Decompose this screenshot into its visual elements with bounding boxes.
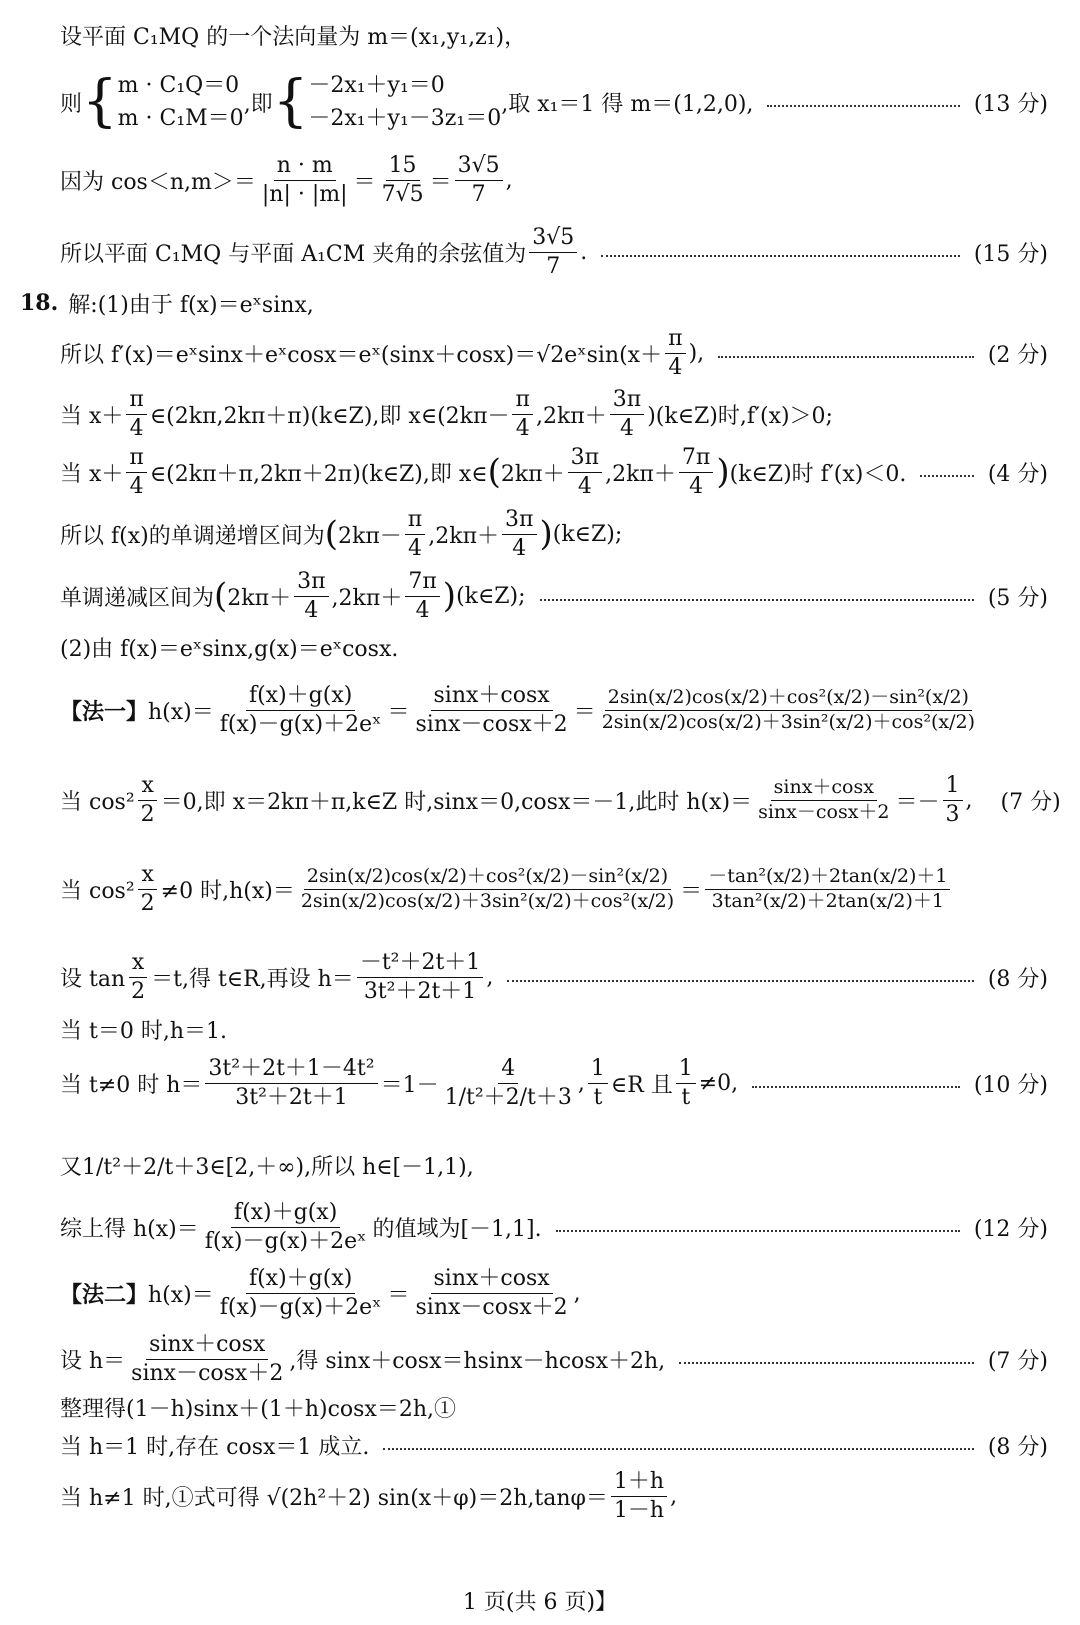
- text: ,: [965, 787, 973, 813]
- text: 因为 cos＜n,m＞＝: [60, 169, 256, 195]
- text: 综上得 h(x)＝: [60, 1216, 199, 1242]
- score-marker: (7 分): [987, 1348, 1048, 1374]
- score-marker: (12 分): [973, 1216, 1048, 1242]
- solution-line: [60, 384, 1048, 444]
- text: (2)由 f(x)＝eˣsinx,g(x)＝eˣcosx.: [60, 636, 399, 662]
- text: .: [580, 239, 588, 265]
- solution-line: [60, 1468, 1048, 1524]
- fraction-denominator: 4: [512, 535, 527, 561]
- fraction: [502, 507, 536, 561]
- text: 2kπ＋: [500, 461, 565, 487]
- fraction: [357, 950, 484, 1004]
- fraction: [413, 683, 571, 737]
- text: ,即: [243, 91, 273, 117]
- text: 当 cos²: [60, 789, 135, 815]
- text: 当 t＝0 时,h＝1.: [60, 1018, 227, 1044]
- fraction: [588, 1056, 608, 1110]
- fraction-numerator: n · m: [274, 153, 336, 180]
- solution-line: 【法二】 h(x)＝ $\frac{f(x)+g(x)}{\text{f(x)－g(x)＋2eˣ}}$ ＝ $\frac{\sin x+\cos x}{\sin x-\cos x+2}$ ,: [60, 1266, 581, 1320]
- text: ,2kπ＋: [331, 585, 403, 611]
- text: 所以 f′(x)＝eˣsinx＋eˣcosx＝eˣ(sinx＋cosx)＝√2eˣsin(x＋: [60, 342, 663, 368]
- text: 当 t≠0 时 h＝: [60, 1072, 203, 1098]
- fraction-numerator: π: [665, 326, 685, 353]
- method-label: 【法一】: [60, 698, 149, 725]
- fraction: [126, 387, 146, 441]
- left-brace-icon: {: [82, 69, 118, 134]
- fraction-denominator: 4: [577, 473, 592, 499]
- fraction-denominator: sinx－cosx＋2: [131, 1360, 284, 1386]
- fraction-denominator: 4: [619, 415, 634, 441]
- fraction: [665, 326, 685, 380]
- fraction-numerator: －t²＋2t＋1: [357, 950, 484, 977]
- solution-line: 【法一】 h(x)＝ $\frac{f(x)+g(x)}{\text{f(x)－g(x)＋2eˣ}}$ ＝ $\frac{\sin x+\cos x}{\sin x-\cos x+2}$ ＝ $\frac{\text{2sin(x/2)cos(x/2)＋cos²(x/2)－sin²(x/2)}}{\text{2sin(x/2)cos(x/2)＋3sin²(x/2)＋cos²(x/2)}}$: [60, 672, 1048, 748]
- score-marker: (2 分): [987, 342, 1048, 368]
- right-paren-icon: ): [539, 514, 553, 554]
- fraction-denominator: 2: [140, 890, 155, 916]
- solution-line: [60, 1046, 1048, 1120]
- text: ),: [688, 340, 705, 366]
- fraction-numerator: 3π: [502, 507, 536, 534]
- text: ,: [573, 1280, 581, 1306]
- solution-line: [60, 220, 1048, 284]
- fraction-numerator: x: [129, 950, 147, 977]
- fraction-numerator: 3√5: [529, 225, 577, 252]
- fraction-numerator: 4: [498, 1056, 518, 1083]
- fraction-numerator: sinx＋cosx: [146, 1332, 268, 1359]
- fraction-numerator: sinx＋cosx: [431, 683, 553, 710]
- text: ,2kπ＋: [605, 461, 676, 487]
- fraction-numerator: 1: [676, 1056, 696, 1083]
- fraction-denominator: 4: [515, 415, 530, 441]
- solution-line: [60, 948, 1048, 1006]
- fraction-denominator: t: [593, 1084, 603, 1110]
- page-footer: 1 页(共 6 页)】: [462, 1590, 618, 1615]
- dot-leader: [718, 356, 974, 358]
- solution-line: [60, 566, 1048, 626]
- solution-line: [60, 1390, 1048, 1424]
- fraction: [455, 153, 503, 207]
- text: 所以 f(x)的单调递增区间为: [60, 523, 325, 549]
- fraction-numerator: π: [126, 445, 146, 472]
- fraction-denominator: 3: [945, 801, 960, 827]
- score-marker: (7 分): [1000, 789, 1061, 815]
- left-paren-icon: (: [214, 576, 228, 616]
- fraction-numerator: －tan²(x/2)＋2tan(x/2)＋1: [705, 866, 950, 890]
- score-marker: (8 分): [987, 966, 1048, 992]
- equation: －2x₁＋y₁－3z₁＝0: [308, 106, 502, 131]
- equation-system: [308, 69, 501, 135]
- fraction-numerator: 3√5: [455, 153, 503, 180]
- fraction-numerator: 1: [943, 773, 963, 800]
- fraction-denominator: sinx－cosx＋2: [415, 711, 568, 737]
- fraction: [599, 687, 978, 734]
- solution-line: [60, 18, 1048, 52]
- fraction: [126, 445, 146, 499]
- fraction: [379, 153, 427, 207]
- left-paren-icon: (: [324, 514, 338, 554]
- fraction-denominator: 4: [415, 597, 430, 623]
- solution-line: [60, 1140, 1048, 1190]
- fraction-denominator: 2: [131, 978, 146, 1004]
- fraction: [610, 387, 644, 441]
- fraction: [405, 569, 439, 623]
- text: 又: [60, 1154, 83, 1180]
- fraction-numerator: 3π: [568, 445, 602, 472]
- fraction-numerator: f(x)＋g(x): [246, 683, 355, 710]
- score-marker: (4 分): [987, 461, 1048, 487]
- question-header: [20, 286, 1048, 320]
- text: 设 tan: [60, 966, 126, 992]
- fraction: [413, 1266, 571, 1320]
- text: 当 cos²: [60, 878, 135, 904]
- text: 2kπ－: [337, 523, 402, 549]
- solution-line: [60, 1196, 1048, 1258]
- fraction: [217, 683, 385, 737]
- fraction: [755, 777, 892, 824]
- fraction-numerator: x: [138, 773, 156, 800]
- fraction-denominator: 4: [408, 535, 423, 561]
- equation: m · C₁M＝0: [117, 106, 244, 131]
- dot-leader: [752, 1086, 960, 1088]
- solution-line: [60, 1330, 1048, 1388]
- fraction-denominator: 7: [546, 253, 561, 279]
- text: 所以平面 C₁MQ 与平面 A₁CM 夹角的余弦值为: [60, 241, 527, 267]
- fraction: [512, 387, 532, 441]
- text: h(x)＝: [148, 699, 214, 725]
- text: 设平面 C₁MQ 的一个法向量为 m＝(x₁,y₁,z₁)，: [60, 24, 527, 50]
- fraction: [705, 866, 950, 913]
- fraction: [138, 862, 158, 916]
- solution-line: [60, 324, 1048, 382]
- text: 2kπ＋: [227, 585, 292, 611]
- score-marker: (5 分): [987, 585, 1048, 611]
- left-brace-icon: {: [272, 69, 309, 134]
- fraction-numerator: 3π: [610, 387, 644, 414]
- fraction-denominator: 7√5: [381, 181, 424, 207]
- solution-line: [60, 770, 1061, 830]
- text: ,: [486, 964, 494, 990]
- score-marker: (13 分): [973, 91, 1048, 117]
- fraction-denominator: 2sin(x/2)cos(x/2)＋3sin²(x/2)＋cos²(x/2): [601, 710, 976, 733]
- solution-line: [60, 1012, 1048, 1046]
- fraction-numerator: π: [512, 387, 532, 414]
- text: ＝0,即 x＝2kπ＋π,k∈Z 时,sinx＝0,cosx＝－1,此时 h(x)＝: [160, 789, 753, 815]
- fraction-denominator: 1/t²＋2/t＋3: [444, 1084, 572, 1110]
- fraction-denominator: 4: [304, 597, 319, 623]
- fraction-denominator: 4: [668, 354, 683, 380]
- fraction: [405, 507, 425, 561]
- dot-leader: [540, 599, 974, 601]
- fraction: [259, 153, 351, 207]
- fraction-denominator: 1－h: [613, 1497, 665, 1523]
- fraction: [138, 773, 158, 827]
- fraction-denominator: 3t²＋2t＋1: [363, 978, 477, 1004]
- score-marker: (10 分): [973, 1072, 1048, 1098]
- right-paren-icon: ): [716, 452, 730, 492]
- fraction-denominator: f(x)－g(x)＋2eˣ: [219, 1294, 382, 1320]
- fraction-numerator: 7π: [679, 445, 713, 472]
- fraction-numerator: f(x)＋g(x): [231, 1200, 340, 1227]
- dot-leader: [767, 105, 959, 107]
- solution-line: 因为 cos＜n,m＞＝ $\frac{n \cdot m}{|n| \cdot |m|}$ ＝ $\frac{15}{7√5}$ ＝ $\frac{3√5}{7}$ ,: [60, 153, 513, 207]
- fraction-numerator: x: [138, 862, 156, 889]
- fraction-numerator: f(x)＋g(x): [246, 1266, 355, 1293]
- text: ,取 x₁＝1 得 m＝(1,2,0),: [501, 91, 754, 117]
- text: ,2kπ＋: [428, 523, 500, 549]
- dot-leader: [679, 1362, 974, 1364]
- fraction: [943, 773, 963, 827]
- solution-line: [60, 504, 1048, 564]
- text: )(k∈Z)时,f′(x)＞0;: [647, 403, 833, 429]
- text: 解:(1)由于 f(x)＝eˣsinx,: [68, 292, 314, 318]
- equation-system: [118, 69, 244, 135]
- left-paren-icon: (: [487, 452, 501, 492]
- fraction: [442, 1056, 575, 1110]
- fraction-numerator: 2sin(x/2)cos(x/2)＋cos²(x/2)－sin²(x/2): [304, 866, 671, 890]
- text: 当 x＋: [60, 403, 124, 429]
- fraction-numerator: 1: [588, 1056, 608, 1083]
- text: 1/t²＋2/t＋3∈[2,＋∞),所以 h∈[－1,1),: [82, 1154, 474, 1180]
- question-number: 18.: [20, 290, 59, 316]
- fraction: [217, 1266, 385, 1320]
- equation: －2x₁＋y₁＝0: [308, 73, 445, 98]
- text: h(x)＝: [148, 1282, 214, 1308]
- text: (k∈Z)时 f′(x)＜0.: [729, 461, 907, 487]
- equation: m · C₁Q＝0: [117, 73, 240, 98]
- text: ＝t,得 t∈R,再设 h＝: [151, 966, 354, 992]
- fraction: [611, 1469, 667, 1523]
- fraction-denominator: f(x)－g(x)＋2eˣ: [204, 1228, 367, 1254]
- text: ≠0,: [698, 1070, 739, 1096]
- fraction: [679, 445, 713, 499]
- text: ∈R 且: [610, 1072, 673, 1098]
- text: 当 h≠1 时,①式可得 √(2h²＋2) sin(x＋φ)＝2h,tanφ＝: [60, 1485, 608, 1511]
- fraction-numerator: 3π: [294, 569, 328, 596]
- score-marker: (8 分): [987, 1434, 1048, 1460]
- text: 的值域为[－1,1].: [372, 1216, 542, 1242]
- fraction-denominator: sinx－cosx＋2: [415, 1294, 568, 1320]
- text: ＝－: [895, 789, 940, 815]
- fraction-denominator: 4: [129, 415, 144, 441]
- fraction-numerator: 3t²＋2t＋1－4t²: [205, 1056, 377, 1083]
- fraction-denominator: 4: [129, 473, 144, 499]
- fraction-denominator: 3t²＋2t＋1: [235, 1084, 348, 1110]
- fraction-numerator: 2sin(x/2)cos(x/2)＋cos²(x/2)－sin²(x/2): [605, 687, 972, 711]
- fraction-denominator: 2sin(x/2)cos(x/2)＋3sin²(x/2)＋cos²(x/2): [300, 889, 675, 912]
- fraction: [568, 445, 602, 499]
- fraction-denominator: 7: [471, 181, 486, 207]
- text: 单调递减区间为: [60, 585, 215, 611]
- fraction: [205, 1056, 377, 1110]
- solution-line: [60, 442, 1048, 502]
- dot-leader: [920, 475, 973, 477]
- text: 设 h＝: [60, 1348, 126, 1374]
- text: 当 x＋: [60, 461, 124, 487]
- fraction-numerator: 7π: [405, 569, 439, 596]
- fraction: [529, 225, 577, 279]
- method-label: 【法二】: [60, 1281, 149, 1308]
- fraction: [298, 866, 677, 913]
- text: 整理得(1－h)sinx＋(1＋h)cosx＝2h,①: [60, 1396, 456, 1422]
- fraction-numerator: 1＋h: [611, 1469, 667, 1496]
- text: ,: [670, 1483, 678, 1509]
- dot-leader: [507, 980, 974, 982]
- text: (k∈Z);: [552, 521, 623, 547]
- text: ,: [577, 1070, 585, 1096]
- text: 当 h＝1 时,存在 cosx＝1 成立.: [60, 1434, 370, 1460]
- dot-leader: [601, 255, 960, 257]
- text: ,2kπ＋: [535, 403, 607, 429]
- fraction-denominator: t: [681, 1084, 691, 1110]
- text: ,得 sinx＋cosx＝hsinx－hcosx＋2h,: [289, 1348, 666, 1374]
- fraction: [294, 569, 328, 623]
- fraction-denominator: sinx－cosx＋2: [758, 800, 890, 823]
- fraction-numerator: sinx＋cosx: [431, 1266, 553, 1293]
- solution-line: [60, 1428, 1048, 1462]
- solution-line: [60, 630, 1048, 664]
- fraction-numerator: π: [126, 387, 146, 414]
- text: (k∈Z);: [456, 583, 526, 609]
- fraction-numerator: sinx＋cosx: [771, 777, 877, 801]
- solution-line: 当 cos² $\frac{x}{2}$ ≠0 时,h(x)＝ $\frac{\text{2sin(x/2)cos(x/2)＋cos²(x/2)－sin²(x/2)}}{\text{2sin(x/2)cos(x/2)＋3sin²(x/2)＋cos²(x/2)}}$ ＝ $\frac{\text{－tan²(x/2)＋2tan(x/2)＋1}}{\text{3tan²(x/2)＋2tan(x/2)＋1}}$: [60, 846, 1048, 932]
- fraction-denominator: 4: [689, 473, 704, 499]
- fraction-denominator: f(x)－g(x)＋2eˣ: [219, 711, 382, 737]
- text: ＝1－: [380, 1072, 439, 1098]
- fraction-numerator: π: [405, 507, 425, 534]
- fraction-denominator: 2: [140, 801, 155, 827]
- fraction-denominator: |n| · |m|: [261, 181, 348, 207]
- right-paren-icon: ): [442, 576, 457, 616]
- dot-leader: [556, 1230, 960, 1232]
- dot-leader: [383, 1448, 973, 1450]
- fraction: [128, 1332, 286, 1386]
- score-marker: (15 分): [973, 241, 1048, 267]
- text: ∈(2kπ＋π,2kπ＋2π)(k∈Z),即 x∈: [149, 461, 488, 487]
- fraction-denominator: 3tan²(x/2)＋2tan(x/2)＋1: [711, 889, 944, 912]
- solution-line: [60, 62, 1048, 142]
- text: ,: [505, 167, 513, 193]
- text: ∈(2kπ,2kπ＋π)(k∈Z),即 x∈(2kπ－: [149, 403, 510, 429]
- fraction: [128, 950, 148, 1004]
- fraction: [676, 1056, 696, 1110]
- fraction: [202, 1200, 370, 1254]
- fraction-numerator: 15: [386, 153, 420, 180]
- text: ≠0 时,h(x)＝: [160, 878, 295, 904]
- text: 则: [60, 91, 83, 117]
